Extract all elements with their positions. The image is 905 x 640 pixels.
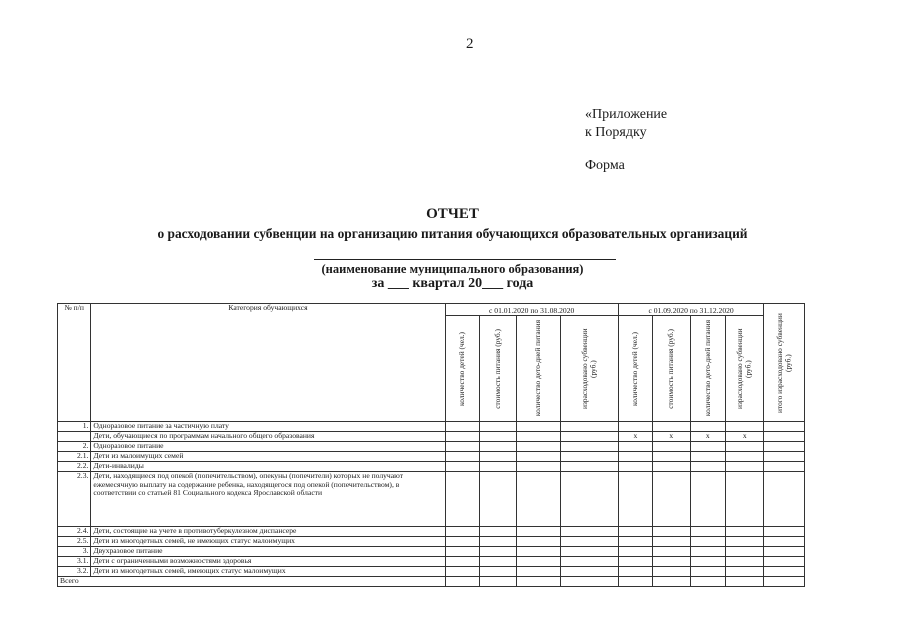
data-cell	[618, 557, 652, 567]
report-table	[57, 303, 805, 587]
data-cell	[764, 547, 805, 557]
header-category: Категория обучающихся	[91, 304, 445, 422]
data-cell	[690, 472, 725, 527]
row-category: Дети из малоимущих семей	[91, 452, 445, 462]
table-row	[58, 422, 805, 432]
document-title: ОТЧЕТ	[426, 206, 479, 222]
data-cell	[445, 442, 479, 452]
appendix-line-1: «Приложение	[585, 107, 668, 122]
header-number: № п/п	[58, 304, 91, 422]
data-cell	[690, 557, 725, 567]
header-p2-children: количество детей (чел.)	[630, 331, 640, 406]
form-label: Форма	[585, 158, 625, 173]
data-cell	[725, 422, 763, 432]
total-row	[58, 577, 805, 587]
row-number: 2.3.	[58, 472, 91, 527]
row-category: Дети-инвалиды	[91, 462, 445, 472]
data-cell	[480, 547, 517, 557]
data-cell	[690, 462, 725, 472]
x-mark: x	[618, 432, 652, 442]
data-cell	[653, 577, 690, 587]
document-subtitle: о расходовании субвенции на организацию питания обучающихся образовательных организаций	[157, 226, 748, 241]
header-sub-cell	[690, 316, 725, 422]
data-cell	[445, 452, 479, 462]
row-category: Дети, находящиеся под опекой (попечительством), опекуны (попечители) которых не получают ежемесячную выплату на содержание ребенка, находящегося под опекой (попечительством), в соответствии со статьей 81 Социального кодекса Ярославской области	[91, 472, 445, 527]
data-cell	[690, 577, 725, 587]
data-cell	[653, 472, 690, 527]
data-cell	[725, 577, 763, 587]
data-cell	[690, 537, 725, 547]
data-cell	[517, 432, 561, 442]
data-cell	[445, 422, 479, 432]
header-total: итого израсходовано субвенции (руб.)	[774, 312, 793, 413]
data-cell	[653, 547, 690, 557]
municipality-blank-line	[314, 259, 616, 260]
header-p1-spent: израсходовано субвенции (руб.)	[579, 328, 598, 409]
row-number: 2.1.	[58, 452, 91, 462]
data-cell	[725, 452, 763, 462]
data-cell	[690, 452, 725, 462]
data-cell	[764, 527, 805, 537]
table-row	[58, 557, 805, 567]
data-cell	[480, 422, 517, 432]
data-cell	[618, 527, 652, 537]
table-row	[58, 472, 805, 527]
header-p2-cost: стоимость питания (руб.)	[666, 328, 676, 409]
data-cell	[618, 422, 652, 432]
data-cell	[764, 577, 805, 587]
appendix-line-2: к Порядку	[585, 125, 647, 140]
data-cell	[480, 432, 517, 442]
data-cell	[690, 442, 725, 452]
data-cell	[445, 527, 479, 537]
row-category: Одноразовое питание за частичную плату	[91, 422, 445, 432]
header-period-1: с 01.01.2020 по 31.08.2020	[445, 304, 618, 316]
data-cell	[560, 527, 618, 537]
data-cell	[445, 472, 479, 527]
data-cell	[445, 547, 479, 557]
table-row	[58, 442, 805, 452]
data-cell	[445, 567, 479, 577]
data-cell	[653, 537, 690, 547]
data-cell	[764, 422, 805, 432]
data-cell	[764, 557, 805, 567]
header-sub-cell	[480, 316, 517, 422]
table-row	[58, 432, 805, 442]
data-cell	[445, 462, 479, 472]
header-p2-spent: израсходовано субвенции (руб.)	[735, 328, 753, 409]
data-cell	[517, 567, 561, 577]
data-cell	[764, 432, 805, 442]
data-cell	[517, 462, 561, 472]
header-period-2: с 01.09.2020 по 31.12.2020	[618, 304, 764, 316]
data-cell	[618, 567, 652, 577]
row-number	[58, 432, 91, 442]
data-cell	[480, 442, 517, 452]
data-cell	[618, 577, 652, 587]
table-row	[58, 537, 805, 547]
row-number: 2.	[58, 442, 91, 452]
data-cell	[560, 547, 618, 557]
row-number: 2.4.	[58, 527, 91, 537]
data-cell	[618, 537, 652, 547]
appendix-header	[585, 106, 667, 142]
data-cell	[517, 527, 561, 537]
header-sub-cell	[445, 316, 479, 422]
header-sub-cell	[653, 316, 690, 422]
data-cell	[560, 442, 618, 452]
data-cell	[725, 537, 763, 547]
data-cell	[764, 567, 805, 577]
row-number: 3.1.	[58, 557, 91, 567]
row-number: 3.2.	[58, 567, 91, 577]
data-cell	[480, 462, 517, 472]
data-cell	[764, 472, 805, 527]
data-cell	[480, 452, 517, 462]
data-cell	[560, 557, 618, 567]
row-number: 1.	[58, 422, 91, 432]
data-cell	[517, 422, 561, 432]
data-cell	[764, 442, 805, 452]
data-cell	[653, 567, 690, 577]
data-cell	[618, 462, 652, 472]
table-row	[58, 547, 805, 557]
data-cell	[445, 577, 479, 587]
data-cell	[517, 452, 561, 462]
data-cell	[517, 472, 561, 527]
data-cell	[764, 537, 805, 547]
data-cell	[725, 462, 763, 472]
data-cell	[653, 452, 690, 462]
data-cell	[560, 462, 618, 472]
header-sub-cell	[618, 316, 652, 422]
table-row	[58, 452, 805, 462]
data-cell	[725, 442, 763, 452]
data-cell	[725, 547, 763, 557]
municipality-caption: (наименование муниципального образования)	[321, 262, 584, 276]
data-cell	[445, 557, 479, 567]
x-mark: x	[653, 432, 690, 442]
header-p2-days: количество дето-дней питания	[702, 320, 712, 417]
header-sub-cell	[560, 316, 618, 422]
table-row	[58, 567, 805, 577]
data-cell	[690, 567, 725, 577]
row-category: Дети, состоящие на учете в противотуберкулезном диспансере	[91, 527, 445, 537]
header-p1-children: количество детей (чел.)	[457, 331, 467, 406]
data-cell	[517, 442, 561, 452]
data-cell	[653, 557, 690, 567]
row-category: Дети с ограниченными возможностями здоровья	[91, 557, 445, 567]
data-cell	[725, 567, 763, 577]
header-p1-days: количество дето-дней питания	[533, 320, 543, 417]
data-cell	[480, 472, 517, 527]
data-cell	[480, 527, 517, 537]
data-cell	[517, 547, 561, 557]
data-cell	[560, 422, 618, 432]
data-cell	[480, 567, 517, 577]
data-cell	[480, 577, 517, 587]
table-row	[58, 462, 805, 472]
data-cell	[690, 527, 725, 537]
row-category: Одноразовое питание	[91, 442, 445, 452]
row-number: 3.	[58, 547, 91, 557]
period-line: за ___ квартал 20___ года	[371, 276, 534, 291]
table-row	[58, 527, 805, 537]
data-cell	[560, 432, 618, 442]
total-label: Всего	[58, 577, 446, 587]
row-category: Дети из многодетных семей, не имеющих статус малоимущих	[91, 537, 445, 547]
row-category: Двухразовое питание	[91, 547, 445, 557]
x-mark: x	[725, 432, 763, 442]
data-cell	[560, 577, 618, 587]
data-cell	[618, 547, 652, 557]
data-cell	[517, 537, 561, 547]
data-cell	[560, 452, 618, 462]
header-sub-cell	[517, 316, 561, 422]
data-cell	[560, 567, 618, 577]
header-row-1	[58, 304, 805, 316]
data-cell	[690, 422, 725, 432]
data-cell	[653, 422, 690, 432]
data-cell	[618, 442, 652, 452]
data-cell	[445, 432, 479, 442]
page-number: 2	[466, 36, 474, 52]
data-cell	[690, 547, 725, 557]
x-mark: x	[690, 432, 725, 442]
data-cell	[653, 527, 690, 537]
data-cell	[725, 557, 763, 567]
header-total-cell	[764, 304, 805, 422]
row-number: 2.2.	[58, 462, 91, 472]
data-cell	[517, 557, 561, 567]
data-cell	[653, 442, 690, 452]
data-cell	[517, 577, 561, 587]
data-cell	[725, 527, 763, 537]
data-cell	[560, 537, 618, 547]
row-category: Дети из многодетных семей, имеющих статус малоимущих	[91, 567, 445, 577]
data-cell	[653, 462, 690, 472]
data-cell	[480, 537, 517, 547]
header-sub-cell	[725, 316, 763, 422]
data-cell	[445, 537, 479, 547]
data-cell	[618, 472, 652, 527]
data-cell	[725, 472, 763, 527]
data-cell	[560, 472, 618, 527]
row-category: Дети, обучающиеся по программам начального общего образования	[91, 432, 445, 442]
data-cell	[618, 452, 652, 462]
row-number: 2.5.	[58, 537, 91, 547]
data-cell	[764, 462, 805, 472]
header-p1-cost: стоимость питания (руб.)	[493, 328, 502, 409]
data-cell	[480, 557, 517, 567]
data-cell	[764, 452, 805, 462]
